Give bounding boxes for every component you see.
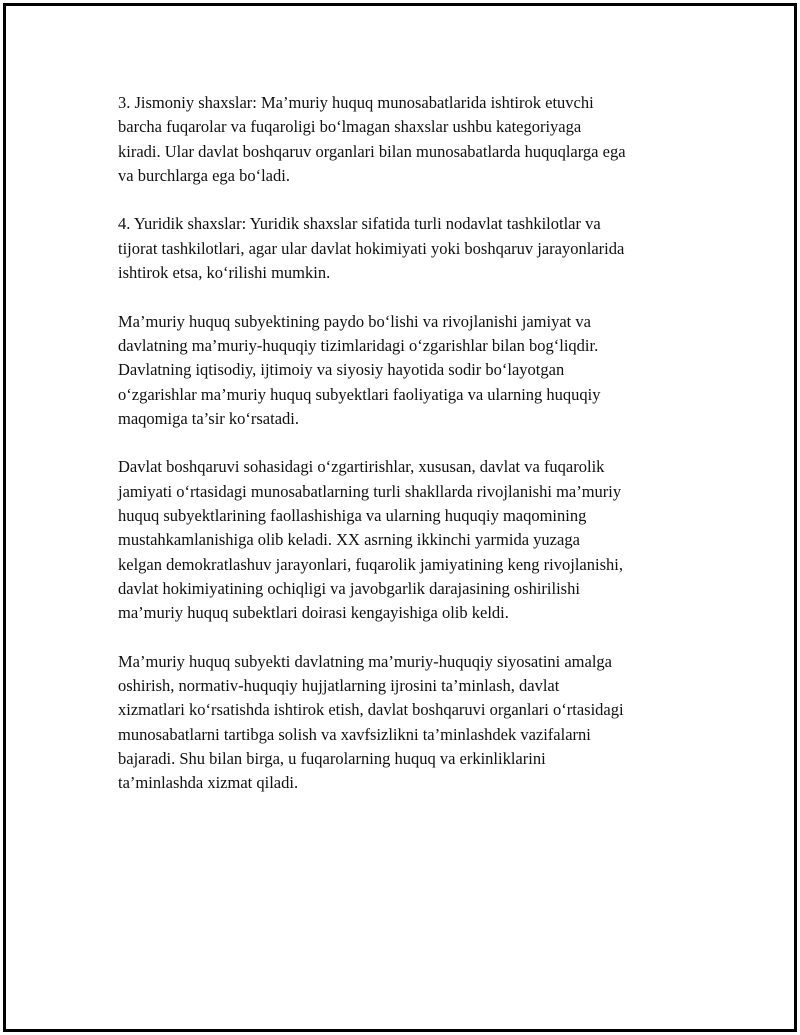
text-line: jamiyati o‘rtasidagi munosabatlarning turli shakllarda rivojlanishi ma’muriy xyxy=(118,481,622,501)
text-line: davlatning ma’muriy-huquqiy tizimlaridagi o‘zgarishlar bilan bog‘liqdir. xyxy=(118,335,599,355)
document-body xyxy=(118,91,693,820)
text-line: Ma’muriy huquq subyekti davlatning ma’muriy-huquqiy siyosatini amalga xyxy=(118,651,613,671)
text-line: Ma’muriy huquq subyektining paydo bo‘lishi va rivojlanishi jamiyat va xyxy=(118,311,591,331)
text-line: va burchlarga ega bo‘ladi. xyxy=(118,165,290,185)
text-line: davlat hokimiyatining ochiqligi va javobgarlik darajasining oshirilishi xyxy=(118,578,580,598)
text-line: 3. Jismoniy shaxslar: Ma’muriy huquq munosabatlarida ishtirok etuvchi xyxy=(118,93,594,112)
text-line: ta’minlashda xizmat qiladi. xyxy=(118,773,299,793)
text-line: oshirish, normativ-huquqiy hujjatlarning ijrosini ta’minlash, davlat xyxy=(118,676,560,696)
text-line: 4. Yuridik shaxslar: Yuridik shaxslar sifatida turli nodavlat tashkilotlar va xyxy=(118,214,601,234)
text-line: Davlat boshqaruvi sohasidagi o‘zgartirishlar, xususan, davlat va fuqarolik xyxy=(118,457,605,477)
text-line: kiradi. Ular davlat boshqaruv organlari bilan munosabatlarda huquqlarga ega xyxy=(118,141,626,161)
text-line: kelgan demokratlashuv jarayonlari, fuqarolik jamiyatining keng rivojlanishi, xyxy=(118,554,623,574)
text-line: ishtirok etsa, ko‘rilishi mumkin. xyxy=(118,263,331,283)
paragraph-davlat-boshqaruvi xyxy=(118,455,693,625)
text-line: ma’muriy huquq subektlari doirasi kengayishiga olib keldi. xyxy=(118,603,509,623)
text-line: munosabatlarni tartibga solish va xavfsizlikni ta’minlashdek vazifalarni xyxy=(118,724,591,744)
paragraph-subyekt-vazifalari xyxy=(118,650,693,796)
text-line: huquq subyektlarining faollashishiga va ularning huquqiy maqomining xyxy=(118,506,587,526)
text-line: mustahkamlanishiga olib keladi. XX asrning ikkinchi yarmida yuzaga xyxy=(118,530,580,550)
text-line: xizmatlari ko‘rsatishda ishtirok etish, davlat boshqaruvi organlari o‘rtasidagi xyxy=(118,700,624,720)
text-line: o‘zgarishlar ma’muriy huquq subyektlari faoliyatiga va ularning huquqiy xyxy=(118,384,601,404)
text-line: tijorat tashkilotlari, agar ular davlat hokimiyati yoki boshqaruv jarayonlarida xyxy=(118,238,625,258)
text-line: bajaradi. Shu bilan birga, u fuqarolarning huquq va erkinliklarini xyxy=(118,749,546,769)
paragraph-yuridik-shaxslar xyxy=(118,212,693,285)
text-line: Davlatning iqtisodiy, ijtimoiy va siyosiy hayotida sodir bo‘layotgan xyxy=(118,360,565,380)
paragraph-subyekt-paydo-bolishi xyxy=(118,310,693,431)
paragraph-jismoniy-shaxslar xyxy=(118,91,693,188)
text-line: maqomiga ta’sir ko‘rsatadi. xyxy=(118,408,299,428)
text-line: barcha fuqarolar va fuqaroligi bo‘lmagan shaxslar ushbu kategoriyaga xyxy=(118,117,582,137)
